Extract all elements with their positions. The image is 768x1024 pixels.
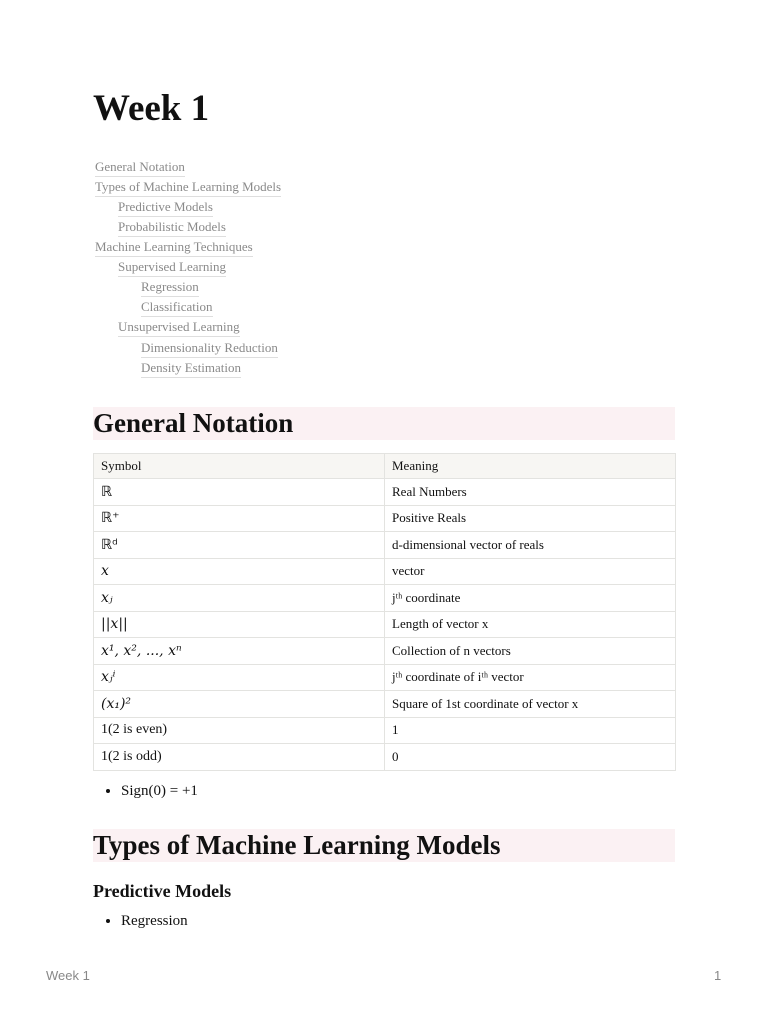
meaning-cell: Real Numbers [385, 479, 676, 506]
symbol-cell: xⱼⁱ [94, 664, 385, 691]
subheading-predictive-models: Predictive Models [93, 881, 232, 901]
list-item: • Sign(0) = +1 [121, 781, 198, 801]
toc-link-predictive-models[interactable]: Predictive Models [118, 198, 213, 217]
column-header-symbol: Symbol [94, 454, 385, 479]
notation-bullet-list [93, 781, 198, 801]
table-row [94, 664, 676, 691]
section-heading-general-notation: General Notation [93, 407, 675, 440]
section-heading-types-of-ml-models: Types of Machine Learning Models [93, 829, 675, 862]
column-header-meaning: Meaning [385, 454, 676, 479]
toc-link-classification[interactable]: Classification [141, 298, 213, 317]
predictive-models-bullet-list [93, 911, 188, 931]
toc-link-probabilistic-models[interactable]: Probabilistic Models [118, 218, 226, 237]
symbol-cell: 1(2 is even) [94, 717, 385, 744]
symbol-cell: x¹, x², ..., xⁿ [94, 638, 385, 665]
footer-title: Week 1 [46, 968, 90, 983]
meaning-cell: 1 [385, 717, 676, 744]
table-row [94, 479, 676, 506]
toc-link-general-notation[interactable]: General Notation [95, 158, 185, 177]
symbol-cell: xⱼ [94, 585, 385, 612]
toc-link-regression[interactable]: Regression [141, 278, 199, 297]
symbol-cell: x [94, 558, 385, 585]
table-row [94, 638, 676, 665]
symbol-cell: ℝ [94, 479, 385, 506]
notation-table [93, 453, 676, 771]
meaning-cell: jᵗʰ coordinate [385, 585, 676, 612]
table-row [94, 532, 676, 559]
symbol-cell: 1(2 is odd) [94, 744, 385, 771]
symbol-cell: ℝᵈ [94, 532, 385, 559]
toc-link-ml-techniques[interactable]: Machine Learning Techniques [95, 238, 253, 257]
meaning-cell: Positive Reals [385, 505, 676, 532]
toc-link-dimensionality-reduction[interactable]: Dimensionality Reduction [141, 339, 278, 358]
table-row [94, 611, 676, 638]
page-title: Week 1 [93, 88, 210, 129]
table-header-row [94, 454, 676, 479]
meaning-cell: Collection of n vectors [385, 638, 676, 665]
table-row [94, 585, 676, 612]
table-row [94, 691, 676, 718]
toc-link-unsupervised-learning[interactable]: Unsupervised Learning [118, 318, 240, 337]
meaning-cell: 0 [385, 744, 676, 771]
toc-link-density-estimation[interactable]: Density Estimation [141, 359, 241, 378]
list-item: • Regression [121, 911, 188, 931]
toc-link-types-of-ml-models[interactable]: Types of Machine Learning Models [95, 178, 281, 197]
table-row [94, 717, 676, 744]
symbol-cell: ℝ⁺ [94, 505, 385, 532]
symbol-cell: ||x|| [94, 611, 385, 638]
page-number: 1 [714, 968, 722, 983]
table-row [94, 505, 676, 532]
meaning-cell: d-dimensional vector of reals [385, 532, 676, 559]
table-row [94, 744, 676, 771]
toc-link-supervised-learning[interactable]: Supervised Learning [118, 258, 226, 277]
table-row [94, 558, 676, 585]
meaning-cell: Square of 1st coordinate of vector x [385, 691, 676, 718]
meaning-cell: jᵗʰ coordinate of iᵗʰ vector [385, 664, 676, 691]
meaning-cell: Length of vector x [385, 611, 676, 638]
meaning-cell: vector [385, 558, 676, 585]
symbol-cell: (x₁)² [94, 691, 385, 718]
